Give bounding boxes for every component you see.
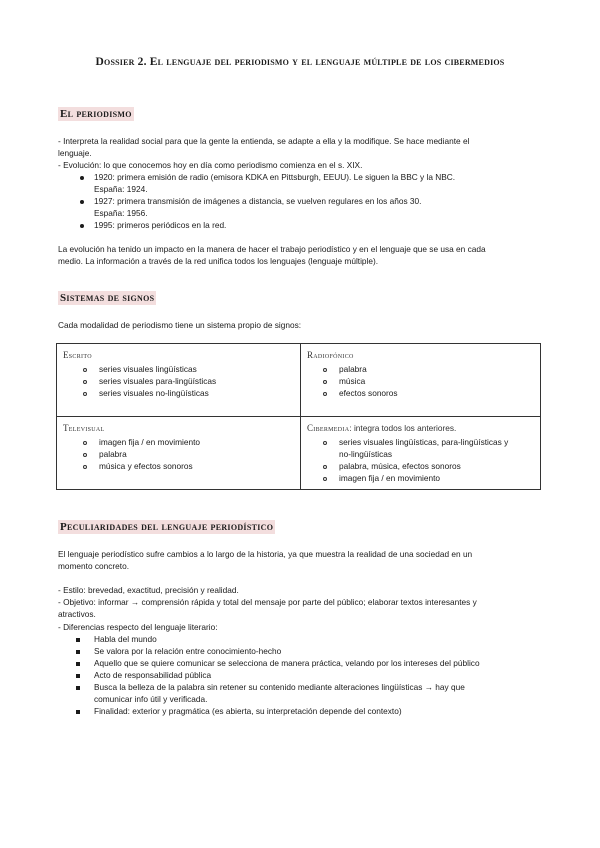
cell-escrito bbox=[57, 344, 301, 417]
section-heading-sistemas: Sistemas de signos bbox=[60, 292, 155, 304]
cell-radiofonico bbox=[301, 344, 541, 417]
document-title: Dossier 2. El lenguaje del periodismo y el lenguaje múltiple de los cibermedios bbox=[95, 56, 505, 68]
circle-bullet-icon bbox=[323, 465, 327, 469]
square-bullet-icon bbox=[76, 710, 80, 714]
list-item: música bbox=[339, 376, 366, 386]
cell-title-televisual: Televisual bbox=[63, 423, 105, 433]
circle-bullet-icon bbox=[83, 380, 87, 384]
cell-cibermedia bbox=[301, 417, 541, 490]
list-item: series visuales para-lingüísticas bbox=[99, 376, 217, 386]
circle-bullet-icon bbox=[323, 380, 327, 384]
circle-bullet-icon bbox=[83, 453, 87, 457]
list-item: palabra, música, efectos sonoros bbox=[339, 461, 461, 471]
list-item: Finalidad: exterior y pragmática (es abierta, su interpretación depende del contexto) bbox=[94, 706, 402, 716]
list-item: Habla del mundo bbox=[94, 634, 157, 644]
cell-title-escrito: Escrito bbox=[63, 350, 92, 360]
circle-bullet-icon bbox=[323, 392, 327, 396]
circle-bullet-icon bbox=[83, 392, 87, 396]
periodismo-intro: - Interpreta la realidad social para que la gente la entienda, se adapte a ella y la modifique. Se hace mediante el lenguaje. - Evolución: lo que conocemos hoy en día como periodismo comienza en el s. XIX. bbox=[58, 136, 470, 171]
square-bullet-icon bbox=[76, 650, 80, 654]
square-bullet-icon bbox=[76, 674, 80, 678]
square-bullet-icon bbox=[76, 662, 80, 666]
bullet-icon bbox=[80, 224, 84, 228]
circle-bullet-icon bbox=[83, 368, 87, 372]
square-bullet-icon bbox=[76, 638, 80, 642]
list-item: series visuales lingüísticas bbox=[99, 364, 197, 374]
circle-bullet-icon bbox=[83, 465, 87, 469]
list-item: palabra bbox=[339, 364, 367, 374]
square-bullet-icon bbox=[76, 686, 80, 690]
section-heading-peculiaridades: Peculiaridades del lenguaje periodístico bbox=[60, 521, 274, 533]
cell-title-radiofonico: Radiofónico bbox=[307, 350, 354, 360]
list-item: palabra bbox=[99, 449, 127, 459]
list-item-1927: 1927: primera transmisión de imágenes a distancia, se vuelven regulares en los años 30. España: 1956. bbox=[94, 196, 422, 219]
signs-table bbox=[56, 343, 541, 490]
list-item: Busca la belleza de la palabra sin retener su contenido mediante alteraciones lingüísticas → hay que comunicar info útil y verificada. bbox=[94, 682, 465, 705]
bullet-icon bbox=[80, 200, 84, 204]
list-item: música y efectos sonoros bbox=[99, 461, 193, 471]
peculiaridades-intro: El lenguaje periodístico sufre cambios a lo largo de la historia, ya que muestra la realidad de una sociedad en un momento concreto. bbox=[58, 549, 473, 572]
list-item: imagen fija / en movimiento bbox=[99, 437, 200, 447]
cell-televisual bbox=[57, 417, 301, 490]
list-item: Se valora por la relación entre conocimiento-hecho bbox=[94, 646, 282, 656]
circle-bullet-icon bbox=[323, 477, 327, 481]
list-item: Aquello que se quiere comunicar se selecciona de manera práctica, velando por los intereses del público bbox=[94, 658, 480, 668]
circle-bullet-icon bbox=[323, 368, 327, 372]
list-item: Acto de responsabilidad pública bbox=[94, 670, 212, 680]
list-item: imagen fija / en movimiento bbox=[339, 473, 440, 483]
circle-bullet-icon bbox=[323, 441, 327, 445]
list-item-1995: 1995: primeros periódicos en la red. bbox=[94, 220, 227, 230]
section-heading-periodismo: El periodismo bbox=[60, 108, 132, 120]
cell-title-cibermedia: Cibermedia: integra todos los anteriores. bbox=[307, 423, 457, 433]
peculiaridades-list: - Estilo: brevedad, exactitud, precisión y realidad. - Objetivo: informar → comprensión rápida y total del mensaje por parte del público; elaborar textos interesantes y atractivos. - Diferencias respecto del lenguaje literario: bbox=[58, 585, 477, 632]
bullet-icon bbox=[80, 176, 84, 180]
list-item: efectos sonoros bbox=[339, 388, 398, 398]
list-item: series visuales lingüísticas, para-lingüísticas y no-lingüísticas bbox=[339, 437, 509, 460]
sistemas-intro: Cada modalidad de periodismo tiene un sistema propio de signos: bbox=[58, 320, 302, 330]
periodismo-evolution-paragraph: La evolución ha tenido un impacto en la manera de hacer el trabajo periodístico y en el lenguaje que se usa en cada medio. La información a través de la red unifica todos los lenguajes (lenguaje múltiple). bbox=[58, 244, 486, 267]
list-item: series visuales no-lingüísticas bbox=[99, 388, 209, 398]
list-item-1920: 1920: primera emisión de radio (emisora KDKA en Pittsburgh, EEUU). Le siguen la BBC y la NBC. España: 1924. bbox=[94, 172, 456, 195]
circle-bullet-icon bbox=[83, 441, 87, 445]
